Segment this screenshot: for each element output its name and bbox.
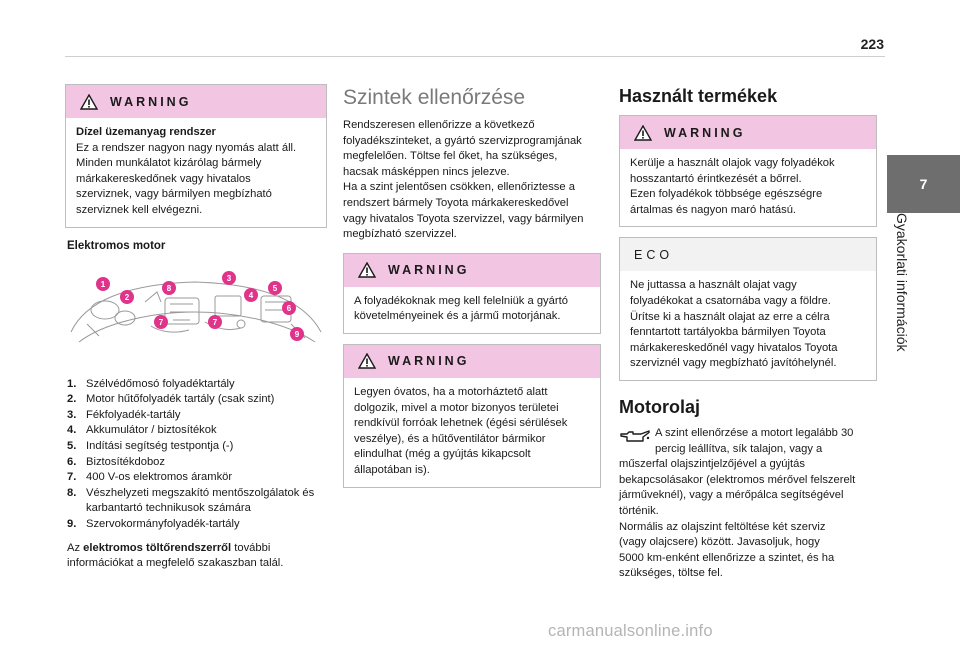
list-item: 2. Motor hűtőfolyadék tartály (csak szint) [67, 393, 275, 406]
callout-markers [96, 271, 304, 341]
list-item: 8. Vészhelyzeti megszakító mentőszolgálatok és karbantartó technikusok számára [67, 486, 315, 515]
watermark: carmanualsonline.info [548, 622, 713, 640]
warning-header [66, 85, 326, 118]
list-item: 3. Fékfolyadék-tartály [67, 408, 181, 421]
warning-line: márkakereskedőnek vagy hivatalos [76, 172, 251, 185]
charging-note: Az elektromos töltőrendszerről további információkat a megfelelő szakaszban talál. [67, 541, 284, 570]
column-left [65, 84, 327, 572]
eco-header [620, 238, 876, 271]
levels-heading: Szintek ellenőrzése [343, 86, 526, 109]
warning-line: szerviznek, vagy bármilyen megbízható [76, 188, 272, 201]
top-rule [65, 56, 885, 57]
eco-label: ECO [634, 247, 674, 262]
column-right [619, 84, 877, 582]
warning-line: Minden munkálatot kizárólag bármely [76, 157, 262, 170]
warning-line: szerviznek kell elvégezni. [76, 203, 203, 216]
list-item: 6. Biztosítékdoboz [67, 455, 165, 468]
chapter-title: Gyakorlati információk [894, 213, 910, 352]
page-number: 223 [860, 36, 884, 52]
warning-body [66, 118, 326, 227]
motor-oil-text: A szint ellenőrzése a motort legalább 30 percig leállítva, sík talajon, vagy a műszerfal olajszintjelzőjével a gyújtás bekapcsolásakor (elektromos mérővel felszerelt járműveknél), vagy a mérőpálca segítségével történik. Normális az olajszint feltöltése két szerviz (vagy olajcsere) között. Javasoljuk, hogy 5000 km-enként ellenőrizze a szintet, és ha szükséges, töltse fel. [619, 426, 856, 580]
callout-label: 2 [124, 292, 130, 302]
callout-label: 3 [226, 273, 232, 283]
warning-triangle-icon [634, 125, 652, 141]
warning-line: Ez a rendszer nagyon nagy nyomás alatt áll. [76, 141, 297, 154]
engine-bay-illustration [65, 262, 327, 358]
warning-box-hot-engine [343, 344, 601, 488]
warning-label: WARNING [388, 263, 470, 278]
eco-box [619, 237, 877, 381]
used-products-heading: Használt termékek [619, 86, 778, 106]
warning-box-fluids [343, 253, 601, 334]
warning-triangle-icon [358, 262, 376, 278]
callout-label: 5 [272, 283, 278, 293]
callout-label: 9 [294, 329, 300, 339]
callout-label: 8 [166, 283, 172, 293]
warning-header [344, 254, 600, 287]
callout-label: 1 [100, 279, 106, 289]
eco-body: Ne juttassa a használt olajat vagy folyadékokat a csatornába vagy a földre. Ürítse ki a használt olajat az erre a célra fenntartott tartályokba bármilyen Toyota márkakereskedőnél vagy hivatalos Toyota szerviznél vagy megbízható javítóhelynél. [630, 279, 838, 370]
callout-label: 6 [286, 303, 292, 313]
charging-link-text: elektromos töltőrendszerről [83, 541, 232, 554]
electric-motor-heading: Elektromos motor [67, 239, 166, 252]
warning-label: WARNING [664, 125, 746, 140]
warning-label: WARNING [388, 354, 470, 369]
list-item: 7. 400 V-os elektromos áramkör [67, 471, 233, 484]
column-middle [343, 84, 601, 498]
levels-text: Rendszeresen ellenőrizze a következő folyadékszinteket, a gyártó szervizprogramjának megfelelően. Töltse fel őket, ha szükséges, hacsak másképpen nincs jelezve. Ha a szint jelentősen csökken, ellenőriztesse a rendszert bármely Toyota márkakereskedővel vagy hivatalos Toyota szervizzel, vagy bármilyen megbízható szervizzel. [343, 119, 584, 241]
list-item: 4. Akkumulátor / biztosítékok [67, 424, 217, 437]
warning-header [620, 116, 876, 149]
callout-label: 7 [158, 317, 164, 327]
warning-triangle-icon [80, 94, 98, 110]
warning-title: Dízel üzemanyag rendszer [76, 126, 216, 138]
oil-can-icon [619, 428, 651, 444]
callout-label: 4 [248, 290, 254, 300]
chapter-tab[interactable]: 7 [887, 155, 960, 213]
warning-body: A folyadékoknak meg kell felelniük a gyártó követelményeinek és a jármű motorjának. [354, 294, 568, 323]
motor-oil-heading: Motorolaj [619, 396, 700, 417]
list-item: 1. Szélvédőmosó folyadéktartály [67, 377, 235, 390]
warning-triangle-icon [358, 353, 376, 369]
warning-box-diesel [65, 84, 327, 228]
warning-header [344, 345, 600, 378]
callout-label: 7 [212, 317, 218, 327]
warning-body: Legyen óvatos, ha a motorháztető alatt dolgozik, mivel a motor bizonyos területei rendkívül forróak lehetnek (égési sérülések veszélye), és a hűtőventilátor bármikor elindulhat (még a gyújtás kikapcsolt állapotában is). [354, 385, 568, 476]
warning-box-used-oil [619, 115, 877, 227]
component-legend [65, 377, 327, 533]
list-item: 9. Szervokormányfolyadék-tartály [67, 517, 240, 530]
warning-label: WARNING [110, 94, 192, 109]
warning-body: Kerülje a használt olajok vagy folyadékok hosszantartó érintkezését a bőrrel. Ezen folyadékok többsége egészségre ártalmas és nagyon maró hatású. [630, 157, 835, 216]
list-item: 5. Indítási segítség testpontja (-) [67, 439, 234, 452]
